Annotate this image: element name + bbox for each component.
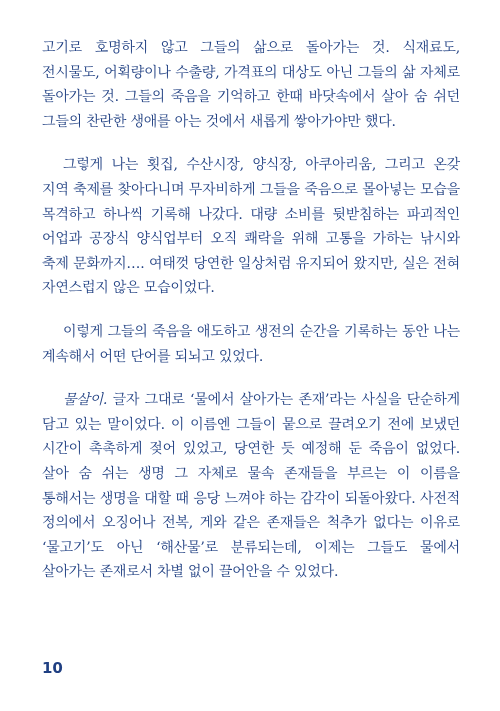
paragraph-2: 그렇게 나는 횟집, 수산시장, 양식장, 아쿠아리움, 그리고 온갖 지역 축제를 찾아다니며 무자비하게 그들을 죽음으로 몰아넣는 모습을 목격하고 하나씩 기록해 나갔다. 대량 소비를 뒷받침하는 파괴적인 어업과 공장식 양식업부터 오직 쾌락을 위해 고통을 가하는 낚시와 축제 문화까지…. 여태껏 당연한 일상처럼 유지되어 왔지만, 실은 전혀 자연스럽지 않은 모습이었다. <box>42 157 460 297</box>
emphasized-term: 물살이. <box>63 392 108 409</box>
paragraph-4-text: 글자 그대로 ‘물에서 살아가는 존재’라는 사실을 단순하게 담고 있는 말이었다. 이 이름엔 그들이 뭍으로 끌려오기 전에 보냈던 시간이 촉촉하게 젖어 있었고, 당연한 듯 예정해 둔 죽음이 없었다. 살아 숨 쉬는 생명 그 자체로 물속 존재들을 부르는 이 이름을 통해서는 생명을 대할 때 응당 느껴야 하는 감각이 되돌아왔다. 사전적 정의에서 오징어나 전복, 게와 같은 존재들은 척추가 없다는 이유로 ‘물고기’도 아닌 ‘해산물’로 분류되는데, 이제는 그들도 물에서 살아가는 존재로서 차별 없이 끌어안을 수 있었다. <box>42 392 460 581</box>
paragraph-3: 이렇게 그들의 죽음을 애도하고 생전의 순간을 기록하는 동안 나는 계속해서 어떤 단어를 되뇌고 있었다. <box>42 323 460 365</box>
paragraph-4 <box>42 388 460 585</box>
paragraph-1: 고기로 호명하지 않고 그들의 삶으로 돌아가는 것. 식재료도, 전시물도, 어획량이나 수출량, 가격표의 대상도 아닌 그들의 삶 자체로 돌아가는 것. 그들의 죽음을 기억하고 한때 바닷속에서 살아 숨 쉬던 그들의 찬란한 생애를 아는 것에서 새롭게 쌓아가야만 했다. <box>42 40 460 130</box>
page-number: 10 <box>42 659 63 677</box>
